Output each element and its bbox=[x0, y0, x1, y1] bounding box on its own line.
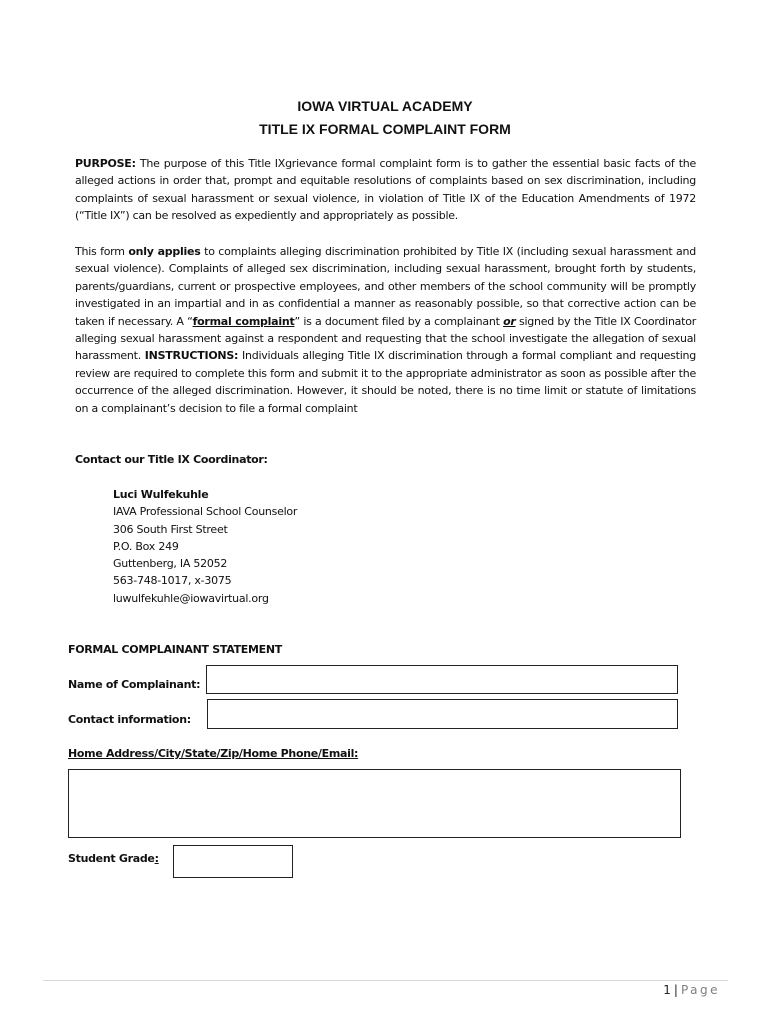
purpose-text: The purpose of this Title IXgrievance formal complaint form is to gather the essential basic facts of the alleged actions in order that, prompt and equitable resolutions of complaints based on sex discrimination, including complaints of sexual harassment or sexual violence, in violation of Title IX of the Education Amendments of 1972 (“Title IX”) can be resolved as expediently and appropriately as possible. bbox=[75, 157, 696, 223]
coordinator-name: Luci Wulfekuhle bbox=[113, 488, 209, 501]
coordinator-phone: 563-748-1017, x-3075 bbox=[113, 574, 232, 588]
coordinator-po-box: P.O. Box 249 bbox=[113, 539, 179, 553]
instructions-label: INSTRUCTIONS: bbox=[144, 349, 239, 363]
grade-label-suffix: : bbox=[154, 852, 159, 865]
only-applies-emphasis: only applies bbox=[128, 245, 201, 258]
statement-heading: FORMAL COMPLAINANT STATEMENT bbox=[68, 643, 282, 656]
student-grade-field[interactable] bbox=[173, 845, 293, 878]
purpose-paragraph bbox=[75, 155, 696, 225]
coordinator-role: IAVA Professional School Counselor bbox=[113, 505, 298, 519]
name-label: Name of Complainant: bbox=[68, 678, 201, 691]
coordinator-city: Guttenberg, IA 52052 bbox=[113, 557, 228, 571]
grade-label bbox=[68, 852, 159, 865]
footer-separator: | bbox=[673, 983, 678, 997]
footer-divider bbox=[43, 980, 728, 981]
purpose-label: PURPOSE: bbox=[75, 157, 136, 170]
scope-text-1: This form bbox=[75, 245, 129, 258]
scope-text-5: Individuals alleging Title IX discrimination through a formal compliant and requesting review are required to complete this form and submit it to the appropriate administrator as soon as possible after the occurrence of the alleged discrimination. However, it should be noted, there is no time limit or statute of limitations on a complainant’s decision to file a formal complaint bbox=[75, 349, 696, 415]
page-footer bbox=[663, 983, 720, 997]
form-title: TITLE IX FORMAL COMPLAINT FORM bbox=[259, 121, 511, 137]
address-label: Home Address/City/State/Zip/Home Phone/Email: bbox=[68, 747, 359, 760]
page-number: 1 bbox=[663, 983, 671, 997]
name-of-complainant-field[interactable] bbox=[206, 665, 678, 694]
grade-label-text: Student Grade bbox=[68, 852, 155, 865]
coordinator-email: luwulfekuhle@iowavirtual.org bbox=[113, 591, 269, 605]
scope-text-2: to complaints alleging discrimination prohibited by Title IX (including sexual harassment and sexual violence). Complaints of alleged sex discrimination, including sexual harassment, brought forth by students, parents/guardians, current or prospective employees, and other members of the school community will be promptly investigated in an impartial and in as confidential a manner as reasonably possible, so that corrective action can be taken if necessary. A “ bbox=[75, 245, 696, 328]
scope-paragraph bbox=[75, 243, 696, 417]
home-address-field[interactable] bbox=[68, 769, 681, 838]
contact-label: Contact information: bbox=[68, 713, 191, 726]
coordinator-contact bbox=[113, 486, 297, 607]
contact-information-field[interactable] bbox=[207, 699, 678, 729]
or-emphasis: or bbox=[503, 314, 516, 328]
school-title: IOWA VIRTUAL ACADEMY bbox=[297, 98, 473, 114]
coordinator-heading: Contact our Title IX Coordinator: bbox=[75, 453, 268, 466]
scope-text-4: signed by the Title IX Coordinator alleging sexual harassment against a respondent and requesting that the school investigate the allegation of sexual harassment. bbox=[75, 314, 696, 363]
scope-text-3: ” is a document filed by a complainant bbox=[294, 314, 504, 328]
page-word: Page bbox=[680, 983, 720, 997]
formal-complaint-term: formal complaint bbox=[192, 314, 295, 328]
coordinator-street: 306 South First Street bbox=[113, 522, 228, 536]
